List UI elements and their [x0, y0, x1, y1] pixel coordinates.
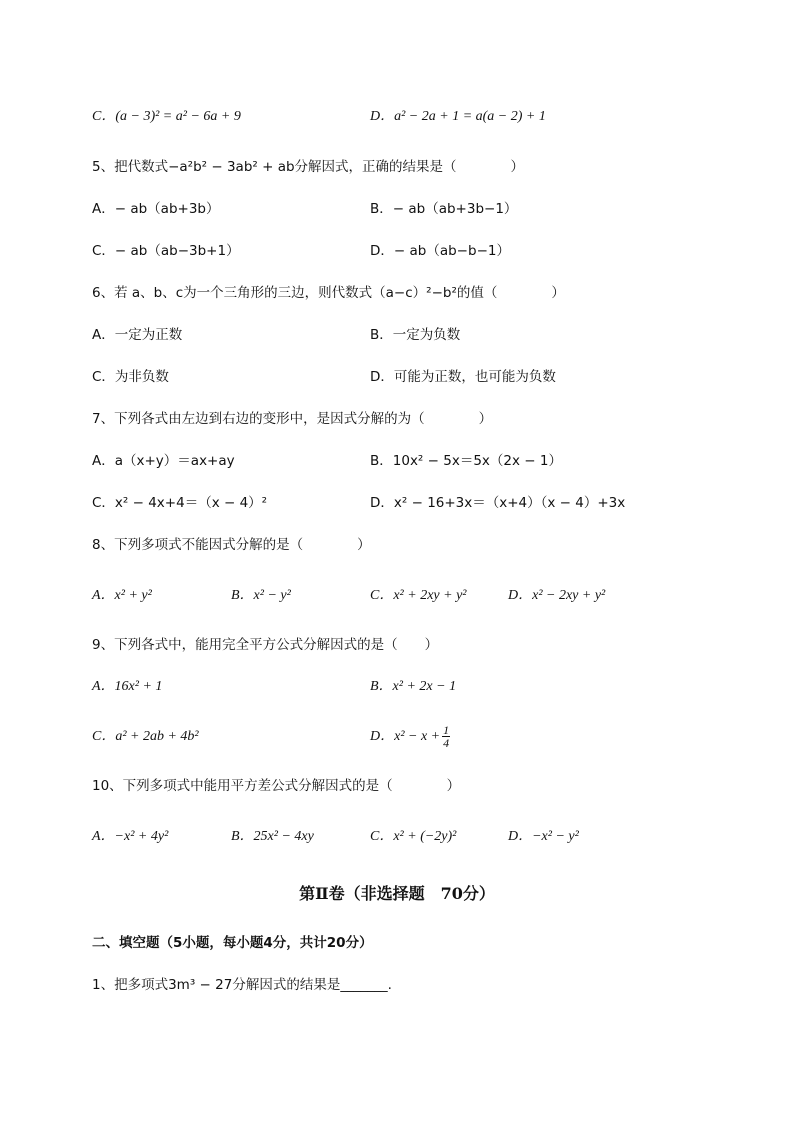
fill-question-1: 1、把多项式3m³ − 27分解因式的结果是_______. — [92, 977, 392, 993]
q8-stem: 8、下列多项式不能因式分解的是（ ） — [92, 537, 371, 553]
q10-option-a: A．−x² + 4y² — [92, 829, 169, 844]
q10-option-d: D．−x² − y² — [508, 829, 579, 844]
q5-option-d: D．− ab（ab−b−1） — [370, 243, 510, 259]
q10-option-b: B．25x² − 4xy — [231, 829, 314, 844]
q7-option-a: A．a（x+y）＝ax+ay — [92, 453, 235, 469]
q8-option-a: A．x² + y² — [92, 588, 152, 603]
q9-option-d — [370, 717, 450, 757]
fraction-numerator: 1 — [443, 723, 450, 738]
q7-option-c: C．x² − 4x+4＝（x − 4）² — [92, 495, 268, 511]
q10-stem: 10、下列多项式中能用平方差公式分解因式的是（ ） — [92, 778, 461, 794]
q9-option-b: B．x² + 2x − 1 — [370, 679, 457, 694]
section-subtitle: 二、填空题（5小题，每小题4分，共计20分） — [92, 935, 373, 951]
section-title: 第Ⅱ卷（非选择题 70分） — [299, 884, 495, 903]
q5-option-c: C．− ab（ab−3b+1） — [92, 243, 240, 259]
q6-option-b: B．一定为负数 — [370, 327, 461, 343]
q8-option-b: B．x² − y² — [231, 588, 291, 603]
q5-stem: 5、把代数式−a²b² − 3ab² + ab分解因式，正确的结果是（ ） — [92, 159, 525, 175]
q6-option-a: A．一定为正数 — [92, 327, 183, 343]
q7-option-b: B．10x² − 5x＝5x（2x − 1） — [370, 453, 562, 469]
q6-stem: 6、若 a、b、c为一个三角形的三边，则代数式（a−c）²−b²的值（ ） — [92, 285, 565, 301]
q6-option-c: C．为非负数 — [92, 369, 169, 385]
q7-stem: 7、下列各式由左边到右边的变形中，是因式分解的为（ ） — [92, 411, 493, 427]
q5-option-a: A．− ab（ab+3b） — [92, 201, 220, 217]
q4-option-c: C．(a − 3)² = a² − 6a + 9 — [92, 109, 241, 124]
fraction — [442, 724, 450, 749]
q6-option-d: D．可能为正数，也可能为负数 — [370, 369, 556, 385]
q9-option-c: C．a² + 2ab + 4b² — [92, 729, 199, 744]
q9-option-d-prefix: D．x² − x + — [370, 729, 441, 744]
q8-option-d: D．x² − 2xy + y² — [508, 588, 606, 603]
q10-option-c: C．x² + (−2y)² — [370, 829, 457, 844]
q8-option-c: C．x² + 2xy + y² — [370, 588, 467, 603]
q9-stem: 9、下列各式中，能用完全平方公式分解因式的是（ ） — [92, 637, 439, 653]
q9-option-a: A．16x² + 1 — [92, 679, 163, 694]
q4-option-d: D．a² − 2a + 1 = a(a − 2) + 1 — [370, 109, 546, 124]
q5-option-b: B．− ab（ab+3b−1） — [370, 201, 518, 217]
fraction-denominator: 4 — [443, 736, 450, 751]
q7-option-d: D．x² − 16+3x＝（x+4）（x − 4）+3x — [370, 495, 626, 511]
